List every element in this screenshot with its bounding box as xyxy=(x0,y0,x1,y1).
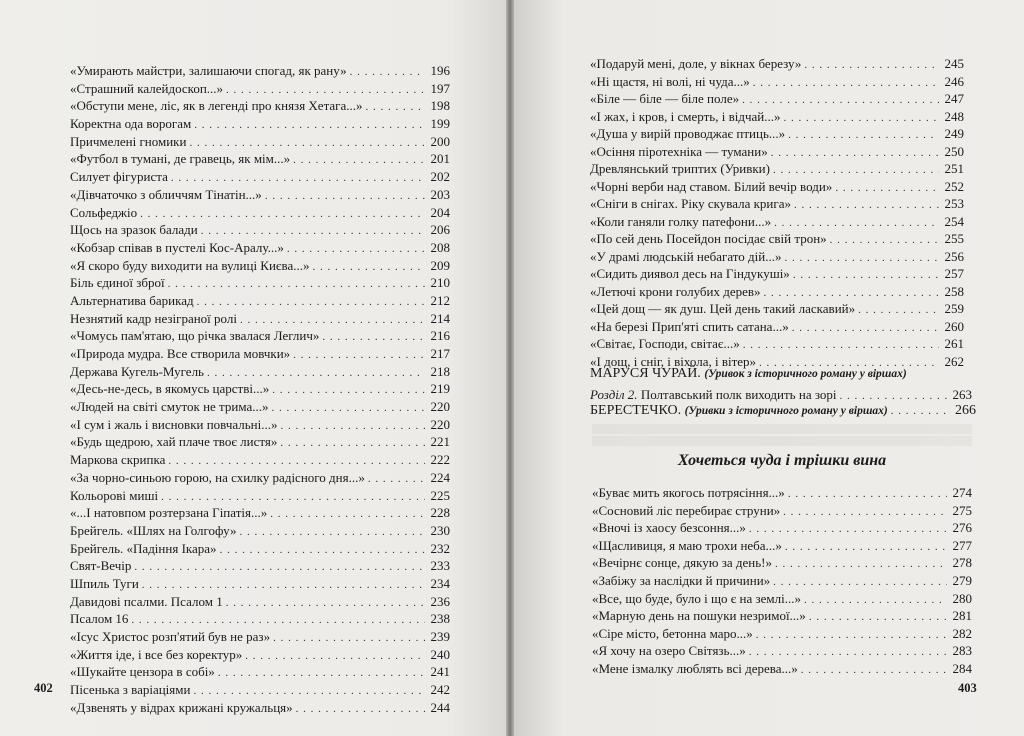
toc-entry-title: «Вечірнє сонце, дякую за день!» xyxy=(592,555,772,571)
toc-entry-page: 199 xyxy=(430,116,450,132)
toc-entry-title: «Чорні верби над ставом. Білий вечір води» xyxy=(590,178,833,194)
toc-entry-page: 242 xyxy=(430,682,450,698)
toc-entry xyxy=(592,537,972,555)
toc-entry-page: 246 xyxy=(944,73,964,89)
leader-dots xyxy=(793,267,939,285)
toc-entry xyxy=(592,572,972,590)
toc-entry xyxy=(70,628,450,646)
toc-entry-title: «У драмі людській небагато дій...» xyxy=(590,248,782,264)
toc-entry xyxy=(592,554,972,572)
toc-entry-title: «Цей дощ — як душ. Цей день такий ласкавий» xyxy=(590,301,856,316)
toc-entry-page: 281 xyxy=(952,608,972,624)
toc-entry-page: 261 xyxy=(944,336,964,351)
leader-dots xyxy=(322,329,425,347)
rozdil-title: Розділ 2. xyxy=(590,387,638,402)
toc-entry xyxy=(590,213,964,231)
marusia-subtitle: (Уривок з історичного роману у віршах) xyxy=(704,368,907,380)
toc-entry-page: 220 xyxy=(430,416,450,432)
toc-entry-page: 225 xyxy=(430,487,450,503)
toc-entry-page: 256 xyxy=(944,248,964,264)
toc-entry-title: «Забіжу за наслідки й причини» xyxy=(592,572,771,588)
toc-entry xyxy=(592,642,972,660)
leader-dots xyxy=(835,180,939,198)
toc-entry-title: Свят-Вечір xyxy=(70,558,132,574)
toc-entry-page: 278 xyxy=(952,555,972,571)
toc-entry xyxy=(70,522,450,540)
toc-entry-title: «Десь-не-десь, в якомусь царстві...» xyxy=(70,381,270,397)
toc-entry-title: «Дівчаточко з обличчям Тінатін...» xyxy=(70,186,262,202)
toc-entry xyxy=(592,607,972,625)
leader-dots xyxy=(794,197,939,215)
toc-entry-page: 238 xyxy=(430,611,450,627)
toc-entry xyxy=(590,90,964,108)
berestechko-page: 266 xyxy=(955,403,976,418)
toc-entry-title: «Щасливиця, я маю трохи неба...» xyxy=(592,537,782,553)
toc-entry-title: Біль єдиної зброї xyxy=(70,275,165,291)
toc-entry-page: 254 xyxy=(944,213,964,229)
toc-entry-page: 274 xyxy=(952,485,972,500)
toc-entry-page: 255 xyxy=(944,231,964,246)
toc-entry xyxy=(70,646,450,664)
toc-entry-page: 248 xyxy=(944,108,964,124)
toc-entry xyxy=(70,345,450,363)
toc-entry-page: 209 xyxy=(430,257,450,273)
toc-entry xyxy=(70,80,450,98)
toc-entry xyxy=(592,519,972,537)
toc-entry-title: «Дзвенять у відрах крижані кружальця» xyxy=(70,699,293,715)
toc-entry-page: 203 xyxy=(430,186,450,202)
toc-entry xyxy=(70,310,450,328)
leader-dots xyxy=(270,506,425,524)
leader-dots xyxy=(804,592,947,610)
leader-dots xyxy=(804,57,939,75)
page-number-right: 403 xyxy=(958,681,977,695)
toc-entry-title: «Умирають майстри, залишаючи спогад, як рану» xyxy=(70,63,347,78)
leader-dots xyxy=(272,382,425,400)
leader-dots xyxy=(272,400,425,418)
toc-entry xyxy=(592,590,972,608)
toc-entry-title: «Вночі із хаосу безсоння...» xyxy=(592,520,746,536)
leader-dots xyxy=(809,609,947,627)
toc-entry-title: «Осіння піротехніка — тумани» xyxy=(590,143,768,159)
berestechko-subtitle: (Уривки з історичного роману у віршах) xyxy=(684,405,888,417)
toc-entry xyxy=(70,115,450,133)
toc-entry-page: 276 xyxy=(952,520,972,536)
toc-entry xyxy=(590,178,964,196)
page-number-left: 402 xyxy=(34,681,53,695)
toc-entry xyxy=(70,150,450,168)
toc-entry-page: 218 xyxy=(430,363,450,379)
toc-entry-title: «І жах, і кров, і смерть, і відчай...» xyxy=(590,108,781,124)
toc-entry-page: 247 xyxy=(944,91,964,106)
toc-entry-page: 219 xyxy=(430,381,450,397)
toc-entry-page: 224 xyxy=(430,469,450,485)
leader-dots xyxy=(788,127,939,145)
toc-entry-page: 258 xyxy=(944,283,964,299)
toc-entry-title: Силует фігуриста xyxy=(70,169,168,185)
toc-entry xyxy=(70,133,450,151)
toc-entry-page: 249 xyxy=(944,126,964,141)
toc-entry xyxy=(590,318,964,336)
toc-entry-title: Маркова скрипка xyxy=(70,452,166,468)
leader-dots xyxy=(194,117,425,135)
toc-entry xyxy=(70,681,450,699)
toc-entry-page: 204 xyxy=(430,204,450,220)
leader-dots xyxy=(743,337,939,355)
toc-entry-page: 216 xyxy=(430,328,450,344)
marusia-entry xyxy=(590,366,980,382)
left-toc-list xyxy=(70,62,450,716)
toc-entry xyxy=(70,575,450,593)
toc-entry xyxy=(70,186,450,204)
toc-entry-page: 236 xyxy=(430,593,450,609)
toc-entry xyxy=(70,540,450,558)
toc-entry-page: 212 xyxy=(430,292,450,308)
toc-entry-page: 277 xyxy=(952,537,972,553)
toc-entry-title: «Кобзар співав в пустелі Кос-Аралу...» xyxy=(70,239,284,255)
toc-entry xyxy=(70,557,450,575)
toc-entry-page: 252 xyxy=(944,178,964,194)
toc-entry-title: Брейгель. «Падіння Ікара» xyxy=(70,540,217,556)
toc-entry-title: Псалом 16 xyxy=(70,611,129,627)
toc-entry-title: «Природа мудра. Все створила мовчки» xyxy=(70,346,291,361)
toc-entry-title: «Сніги в снігах. Ріку скувала крига» xyxy=(590,196,791,211)
toc-entry xyxy=(590,55,964,73)
leader-dots xyxy=(218,665,425,683)
toc-entry-title: «Коли ганяли голку патефони...» xyxy=(590,213,772,229)
toc-entry-page: 244 xyxy=(430,699,450,715)
toc-entry-page: 245 xyxy=(944,56,964,71)
marusia-title: МАРУСЯ ЧУРАЙ. xyxy=(590,366,701,381)
toc-entry xyxy=(70,274,450,292)
leader-dots xyxy=(245,648,425,666)
toc-entry-title: Кольорові миші xyxy=(70,487,159,503)
toc-entry-title: «Сіре місто, бетонна маро...» xyxy=(592,625,753,641)
toc-entry-title: «Чомусь пам'ятаю, що річка звалася Леглич» xyxy=(70,328,320,344)
toc-entry-page: 251 xyxy=(944,161,964,176)
toc-entry-title: «Ісус Христос розп'ятий був не раз» xyxy=(70,629,271,644)
right-toc-list xyxy=(590,55,964,370)
leader-dots xyxy=(783,504,947,522)
leader-dots xyxy=(830,232,939,250)
toc-entry-title: Причмелені гномики xyxy=(70,133,187,149)
toc-entry-page: 228 xyxy=(430,505,450,521)
toc-entry-title: «Світає, Господи, світає...» xyxy=(590,336,740,351)
toc-entry-page: 217 xyxy=(430,346,450,361)
toc-entry-title: Альтернатива барикад xyxy=(70,292,194,308)
leader-dots xyxy=(756,627,947,645)
toc-entry-page: 200 xyxy=(430,133,450,149)
toc-entry xyxy=(70,380,450,398)
toc-entry xyxy=(592,625,972,643)
toc-entry xyxy=(70,257,450,275)
toc-entry-title: «Все, що буде, було і що є на землі...» xyxy=(592,590,802,606)
toc-entry xyxy=(70,221,450,239)
toc-entry xyxy=(590,335,964,353)
leader-dots xyxy=(313,259,425,277)
leader-dots xyxy=(792,320,939,338)
toc-entry xyxy=(590,125,964,143)
toc-entry xyxy=(590,300,964,318)
leader-dots xyxy=(134,559,425,577)
leader-dots xyxy=(366,99,425,117)
toc-entry xyxy=(70,204,450,222)
toc-entry-page: 262 xyxy=(944,353,964,369)
toc-entry xyxy=(590,143,964,161)
toc-entry xyxy=(70,610,450,628)
toc-entry-title: «Шукайте цензора в собі» xyxy=(70,664,215,680)
leader-dots xyxy=(293,347,425,365)
leader-dots xyxy=(753,75,939,93)
toc-entry-page: 253 xyxy=(944,196,964,211)
toc-entry-title: Пісенька з варіаціями xyxy=(70,682,191,698)
leader-dots xyxy=(296,701,425,719)
toc-entry-page: 232 xyxy=(430,540,450,556)
toc-entry xyxy=(590,195,964,213)
rozdil-page: 263 xyxy=(952,387,972,402)
toc-entry-title: «Подаруй мені, доле, у вікнах березу» xyxy=(590,56,802,71)
toc-entry-page: 250 xyxy=(944,143,964,159)
toc-entry-page: 214 xyxy=(430,310,450,326)
toc-entry-title: Незнятий кадр незіграної ролі xyxy=(70,310,237,326)
toc-entry-page: 234 xyxy=(430,575,450,591)
toc-entry-title: «Сосновий ліс перебирає струни» xyxy=(592,502,781,518)
toc-entry-title: «По сей день Посейдон посідає свій трон» xyxy=(590,231,827,246)
berestechko-title: БЕРЕСТЕЧКО. xyxy=(590,403,682,418)
show-through xyxy=(592,424,972,434)
toc-entry-title: «Людей на світі смуток не трима...» xyxy=(70,399,269,415)
book-gutter xyxy=(506,0,514,736)
toc-entry-page: 280 xyxy=(952,590,972,606)
leader-dots xyxy=(239,524,425,542)
toc-entry xyxy=(70,433,450,451)
toc-entry xyxy=(590,265,964,283)
toc-entry-page: 221 xyxy=(430,434,450,450)
toc-entry-title: «За чорно-синьою горою, на схилку радісного дня...» xyxy=(70,469,365,485)
toc-entry-page: 239 xyxy=(430,629,450,644)
leader-dots xyxy=(368,471,425,489)
toc-entry-page: 206 xyxy=(430,222,450,238)
toc-entry-title: «Душа у вирій проводжає птиць...» xyxy=(590,126,786,141)
leader-dots xyxy=(891,405,951,417)
toc-entry xyxy=(70,398,450,416)
toc-entry xyxy=(70,239,450,257)
toc-entry-page: 257 xyxy=(944,266,964,281)
toc-entry xyxy=(70,327,450,345)
toc-entry-title: Сольфеджіо xyxy=(70,204,138,220)
toc-entry xyxy=(70,451,450,469)
toc-entry-page: 210 xyxy=(430,275,450,291)
toc-entry xyxy=(70,416,450,434)
toc-entry-title: «Біле — біле — біле поле» xyxy=(590,91,740,106)
toc-entry-page: 241 xyxy=(430,664,450,680)
toc-entry-title: «...І натовпом розтерзана Гіпатія...» xyxy=(70,505,268,521)
toc-entry-title: «Марную день на пошуки незримої...» xyxy=(592,608,806,624)
leader-dots xyxy=(784,250,939,268)
toc-entry-title: «Я скоро буду виходити на вулиці Києва...» xyxy=(70,257,310,273)
toc-entry xyxy=(70,363,450,381)
leader-dots xyxy=(783,110,939,128)
toc-entry xyxy=(70,62,450,80)
section-heading: Хочеться чуда і трішки вина xyxy=(677,452,887,469)
toc-entry-title: «Страшний калейдоскоп...» xyxy=(70,80,224,96)
toc-entry-page: 284 xyxy=(952,660,972,676)
leader-dots xyxy=(168,276,425,294)
toc-entry-page: 230 xyxy=(430,522,450,538)
toc-entry xyxy=(590,108,964,126)
toc-entry-page: 222 xyxy=(430,452,450,468)
toc-entry-page: 259 xyxy=(944,301,964,316)
rozdil-entry xyxy=(590,387,972,403)
toc-entry-page: 282 xyxy=(952,625,972,641)
toc-entry-title: «Я хочу на озеро Світязь...» xyxy=(592,643,746,659)
toc-entry-page: 201 xyxy=(430,151,450,167)
toc-entry-page: 275 xyxy=(952,502,972,518)
toc-entry xyxy=(590,230,964,248)
toc-entry-title: «І сум і жаль і висновки повчальні...» xyxy=(70,416,278,432)
leader-dots xyxy=(785,539,947,557)
toc-entry-title: «Ні щастя, ні волі, ні чуда...» xyxy=(590,73,750,89)
toc-entry xyxy=(70,593,450,611)
toc-entry-title: Древлянський триптих (Уривки) xyxy=(590,161,770,176)
toc-entry-page: 198 xyxy=(430,98,450,114)
toc-entry xyxy=(70,504,450,522)
leader-dots xyxy=(273,630,425,648)
leader-dots xyxy=(775,556,947,574)
leader-dots xyxy=(801,662,947,680)
toc-entry xyxy=(592,660,972,678)
toc-entry-page: 202 xyxy=(430,169,450,185)
rozdil-text: Полтавський полк виходить на зорі xyxy=(640,387,837,402)
berestechko-entry xyxy=(590,403,976,419)
leader-dots xyxy=(788,486,947,504)
leader-dots xyxy=(220,542,425,560)
leader-dots xyxy=(350,64,425,82)
toc-entry-title: «І дощ, і сніг, і віхола, і вітер» xyxy=(590,353,757,369)
leader-dots xyxy=(280,418,425,436)
toc-entry xyxy=(590,160,964,178)
toc-entry-title: «Летючі крони голубих дерев» xyxy=(590,283,761,299)
toc-entry xyxy=(592,484,972,502)
toc-entry-page: 240 xyxy=(430,646,450,662)
toc-entry-page: 279 xyxy=(952,572,972,588)
leader-dots xyxy=(771,145,939,163)
toc-entry-title: «На березі Прип'яті спить сатана...» xyxy=(590,318,789,334)
toc-entry xyxy=(592,502,972,520)
leader-dots xyxy=(265,188,425,206)
toc-entry xyxy=(70,487,450,505)
show-through xyxy=(592,436,972,446)
toc-entry-title: Шпиль Туги xyxy=(70,575,139,591)
toc-entry-page: 208 xyxy=(430,239,450,255)
toc-entry-title: «Життя іде, і все без коректур» xyxy=(70,646,243,662)
toc-entry xyxy=(590,73,964,91)
toc-entry-title: «Буває мить якогось потрясіння...» xyxy=(592,485,785,500)
toc-entry-page: 260 xyxy=(944,318,964,334)
toc-entry-title: Коректна ода ворогам xyxy=(70,116,192,132)
toc-entry xyxy=(70,292,450,310)
toc-entry xyxy=(70,663,450,681)
leader-dots xyxy=(280,435,425,453)
toc-entry xyxy=(70,168,450,186)
toc-entry-title: «Футбол в тумані, де гравець, як мім...» xyxy=(70,151,291,167)
toc-entry xyxy=(70,699,450,717)
toc-entry-page: 283 xyxy=(952,643,972,659)
toc-entry xyxy=(590,283,964,301)
toc-entry-title: Давидові псалми. Псалом 1 xyxy=(70,593,223,609)
toc-entry-title: Щось на зразок балади xyxy=(70,222,198,238)
toc-entry-title: Брейгель. «Шлях на Голгофу» xyxy=(70,522,237,538)
toc-entry xyxy=(70,97,450,115)
leader-dots xyxy=(840,390,947,402)
toc-entry-page: 197 xyxy=(430,80,450,96)
toc-entry-title: Держава Кугель-Мугель xyxy=(70,363,204,379)
leader-dots xyxy=(226,595,425,613)
toc-entry xyxy=(590,248,964,266)
toc-entry-title: «Будь щедрою, хай плаче твоє листя» xyxy=(70,434,278,450)
toc-entry-title: «Сидить диявол десь на Гіндукуші» xyxy=(590,266,790,281)
toc-entry-page: 196 xyxy=(430,63,450,78)
toc-entry-title: «Обступи мене, ліс, як в легенді про князя Хетага...» xyxy=(70,98,363,114)
toc-entry-title: «Мене ізмалку люблять всі дерева...» xyxy=(592,660,798,676)
toc-entry-page: 220 xyxy=(430,399,450,415)
leader-dots xyxy=(293,152,425,170)
leader-dots xyxy=(858,302,939,320)
toc-entry-page: 233 xyxy=(430,558,450,574)
toc-entry xyxy=(70,469,450,487)
section-toc-list xyxy=(592,484,972,678)
